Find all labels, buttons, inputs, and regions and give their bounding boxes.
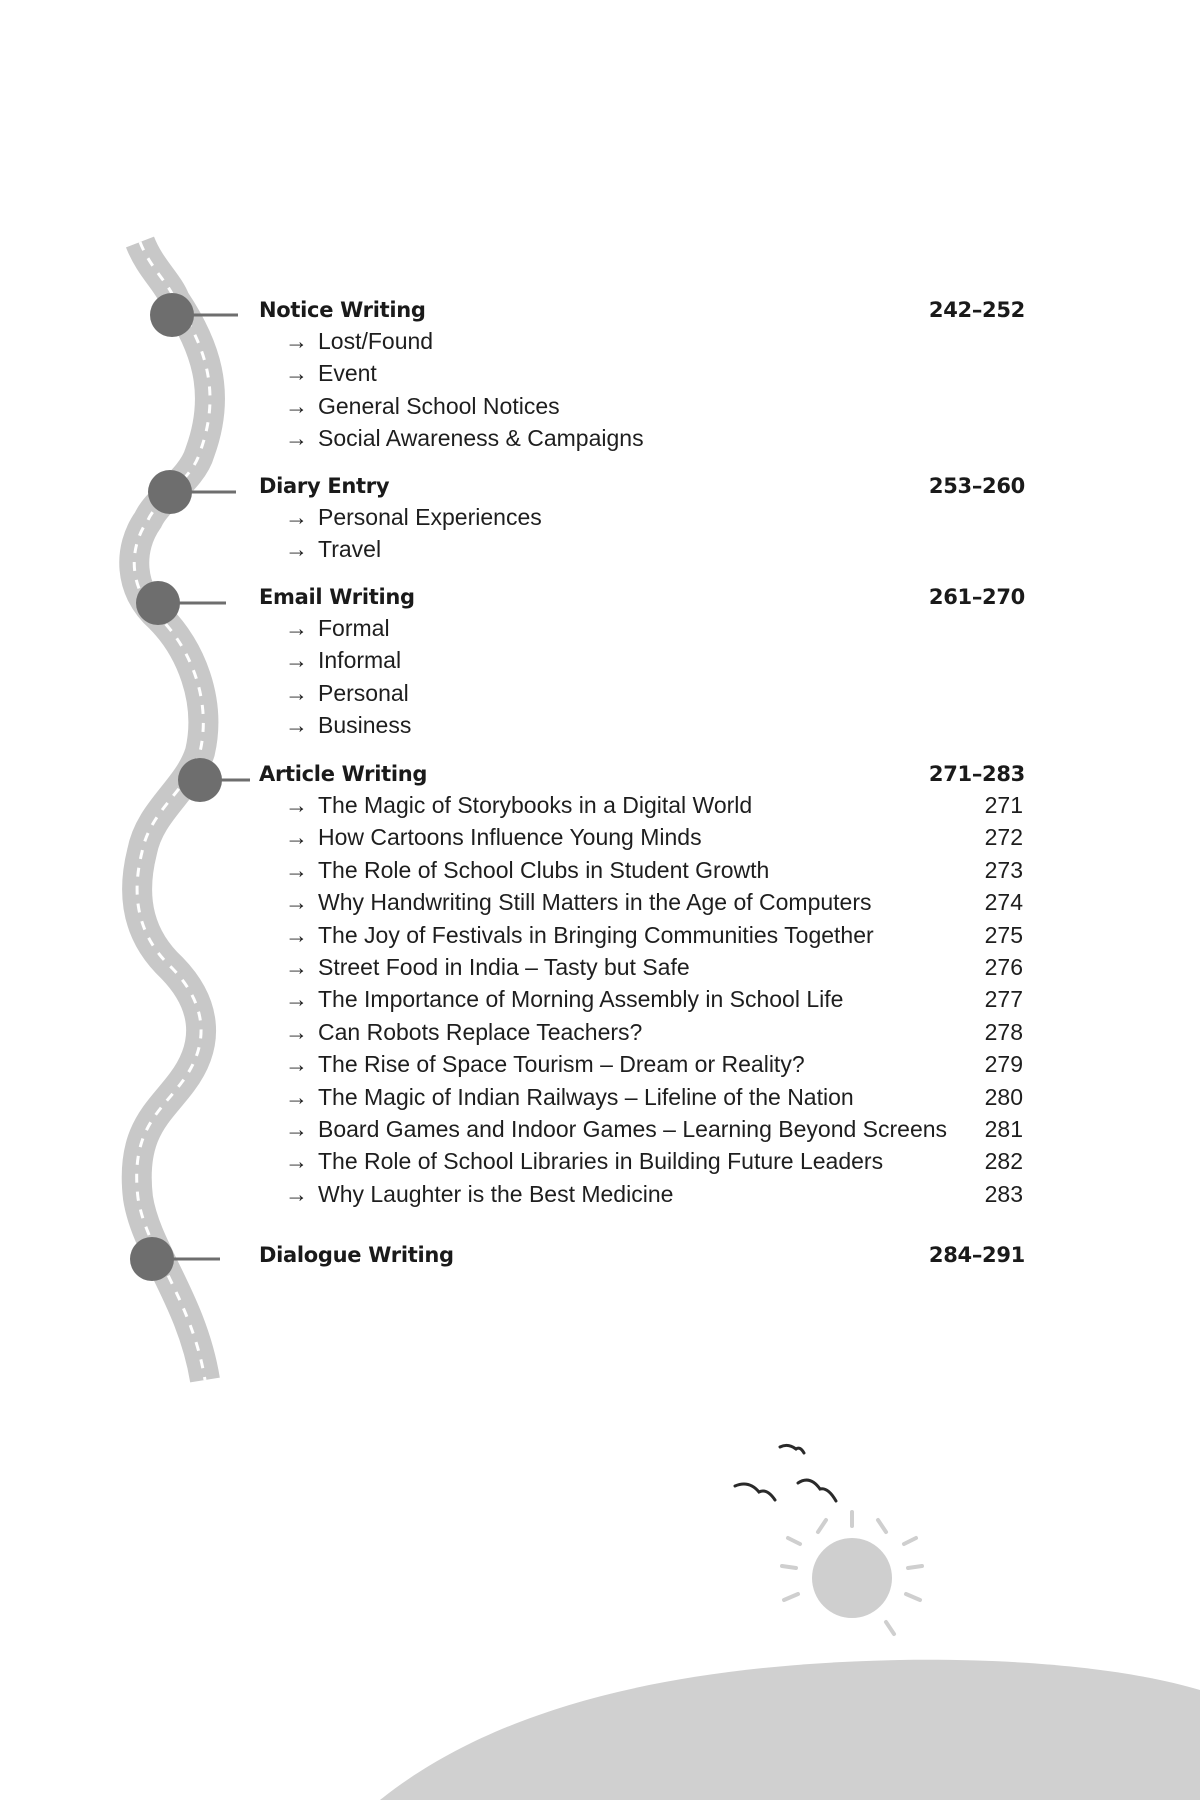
winding-road-illustration [134,242,210,1380]
toc-item-label: Personal Experiences [318,504,542,530]
arrow-right-icon: → [285,1083,308,1110]
toc-item [285,889,872,916]
toc-item [285,536,381,563]
toc-item-label: Why Handwriting Still Matters in the Age of Computers [318,889,872,916]
section-pages-article-writing: 271–283 [928,762,1025,786]
toc-item-label: Formal [318,615,390,641]
toc-item [285,1051,805,1078]
toc-item [285,360,377,387]
toc-item-page: 276 [984,954,1023,980]
toc-item-label: The Joy of Festivals in Bringing Communities Together [318,921,874,948]
arrow-right-icon: → [285,1148,308,1175]
section-pages-diary-entry: 253–260 [928,474,1025,498]
section-title-email-writing: Email Writing [259,585,415,609]
section-title-diary-entry: Diary Entry [259,474,390,498]
toc-item-label: Business [318,712,412,739]
toc-item-page: 271 [984,792,1023,818]
arrow-right-icon: → [285,392,308,419]
toc-item-label: The Rise of Space Tourism – Dream or Reality? [318,1051,805,1078]
toc-item-label: The Magic of Indian Railways – Lifeline of the Nation [318,1083,854,1110]
toc-item [285,954,690,981]
toc-item-label: The Role of School Clubs in Student Growth [318,856,770,883]
toc-item-page: 277 [984,986,1023,1013]
section-marker-article-writing [178,758,250,802]
toc-item [285,986,843,1013]
toc-item-page: 282 [984,1148,1023,1175]
toc-item-label: The Role of School Libraries in Building Future Leaders [318,1148,884,1175]
toc-item [285,504,542,531]
section-pages-notice-writing: 242–252 [928,298,1025,322]
toc-item-page: 281 [984,1116,1023,1142]
toc-item-page: 283 [984,1180,1023,1207]
toc-item-label: Social Awareness & Campaigns [318,425,644,452]
toc-item [285,792,752,819]
toc-item-label: Travel [318,536,382,563]
toc-item [285,647,401,674]
toc-item-label: Personal [318,679,409,706]
toc-item [285,328,433,355]
toc-item-label: Lost/Found [318,328,434,354]
toc-item-label: Board Games and Indoor Games – Learning Beyond Screens [318,1116,948,1142]
section-title-article-writing: Article Writing [259,762,428,786]
toc-item-label: The Importance of Morning Assembly in School Life [318,986,844,1013]
arrow-right-icon: → [285,615,308,641]
arrow-right-icon: → [285,792,308,818]
arrow-right-icon: → [285,954,308,980]
toc-item-label: Informal [318,647,402,674]
toc-item-label: How Cartoons Influence Young Minds [318,824,702,851]
section-pages-email-writing: 261–270 [928,585,1025,609]
toc-item-page: 280 [984,1083,1023,1110]
toc-item-label: Street Food in India – Tasty but Safe [318,954,690,980]
hill-illustration [380,1660,1200,1800]
arrow-right-icon: → [285,1018,308,1045]
arrow-right-icon: → [285,679,308,706]
toc-item-page: 273 [984,856,1023,883]
toc-item [285,1084,854,1111]
toc-item [285,393,560,420]
arrow-right-icon: → [285,824,308,851]
toc-item [285,1181,673,1208]
arrow-right-icon: → [285,889,308,916]
toc-item [285,922,874,949]
section-pages-dialogue-writing: 284–291 [928,1243,1025,1267]
toc-item-label: Event [318,360,377,387]
sun-illustration [782,1512,922,1634]
toc-item-page: 278 [984,1018,1023,1045]
toc-item [285,857,769,884]
section-title-notice-writing: Notice Writing [259,298,426,322]
arrow-right-icon: → [285,1051,308,1078]
toc-item-page: 279 [984,1051,1023,1078]
arrow-right-icon: → [285,712,308,739]
toc-item [285,425,644,452]
toc-item [285,680,409,707]
toc-item [285,824,702,851]
arrow-right-icon: → [285,1180,308,1207]
toc-item-page: 275 [984,921,1023,948]
section-title-dialogue-writing: Dialogue Writing [259,1243,454,1267]
toc-item [285,1019,642,1046]
birds-illustration [735,1445,836,1501]
arrow-right-icon: → [285,921,308,948]
toc-item [285,615,390,642]
arrow-right-icon: → [285,1116,308,1142]
toc-item [285,712,411,739]
toc-item-label: Can Robots Replace Teachers? [318,1018,643,1045]
toc-item-label: The Magic of Storybooks in a Digital World [318,792,753,818]
arrow-right-icon: → [285,360,308,387]
arrow-right-icon: → [285,986,308,1013]
toc-item-label: Why Laughter is the Best Medicine [318,1180,674,1207]
toc-item [285,1116,947,1143]
arrow-right-icon: → [285,856,308,883]
section-marker-email-writing [136,581,226,625]
toc-item-page: 274 [984,889,1023,916]
toc-item-page: 272 [984,824,1023,851]
toc-item [285,1148,883,1175]
arrow-right-icon: → [285,328,308,354]
toc-item-label: General School Notices [318,392,560,419]
arrow-right-icon: → [285,647,308,674]
arrow-right-icon: → [285,425,308,452]
arrow-right-icon: → [285,504,308,530]
arrow-right-icon: → [285,536,308,563]
